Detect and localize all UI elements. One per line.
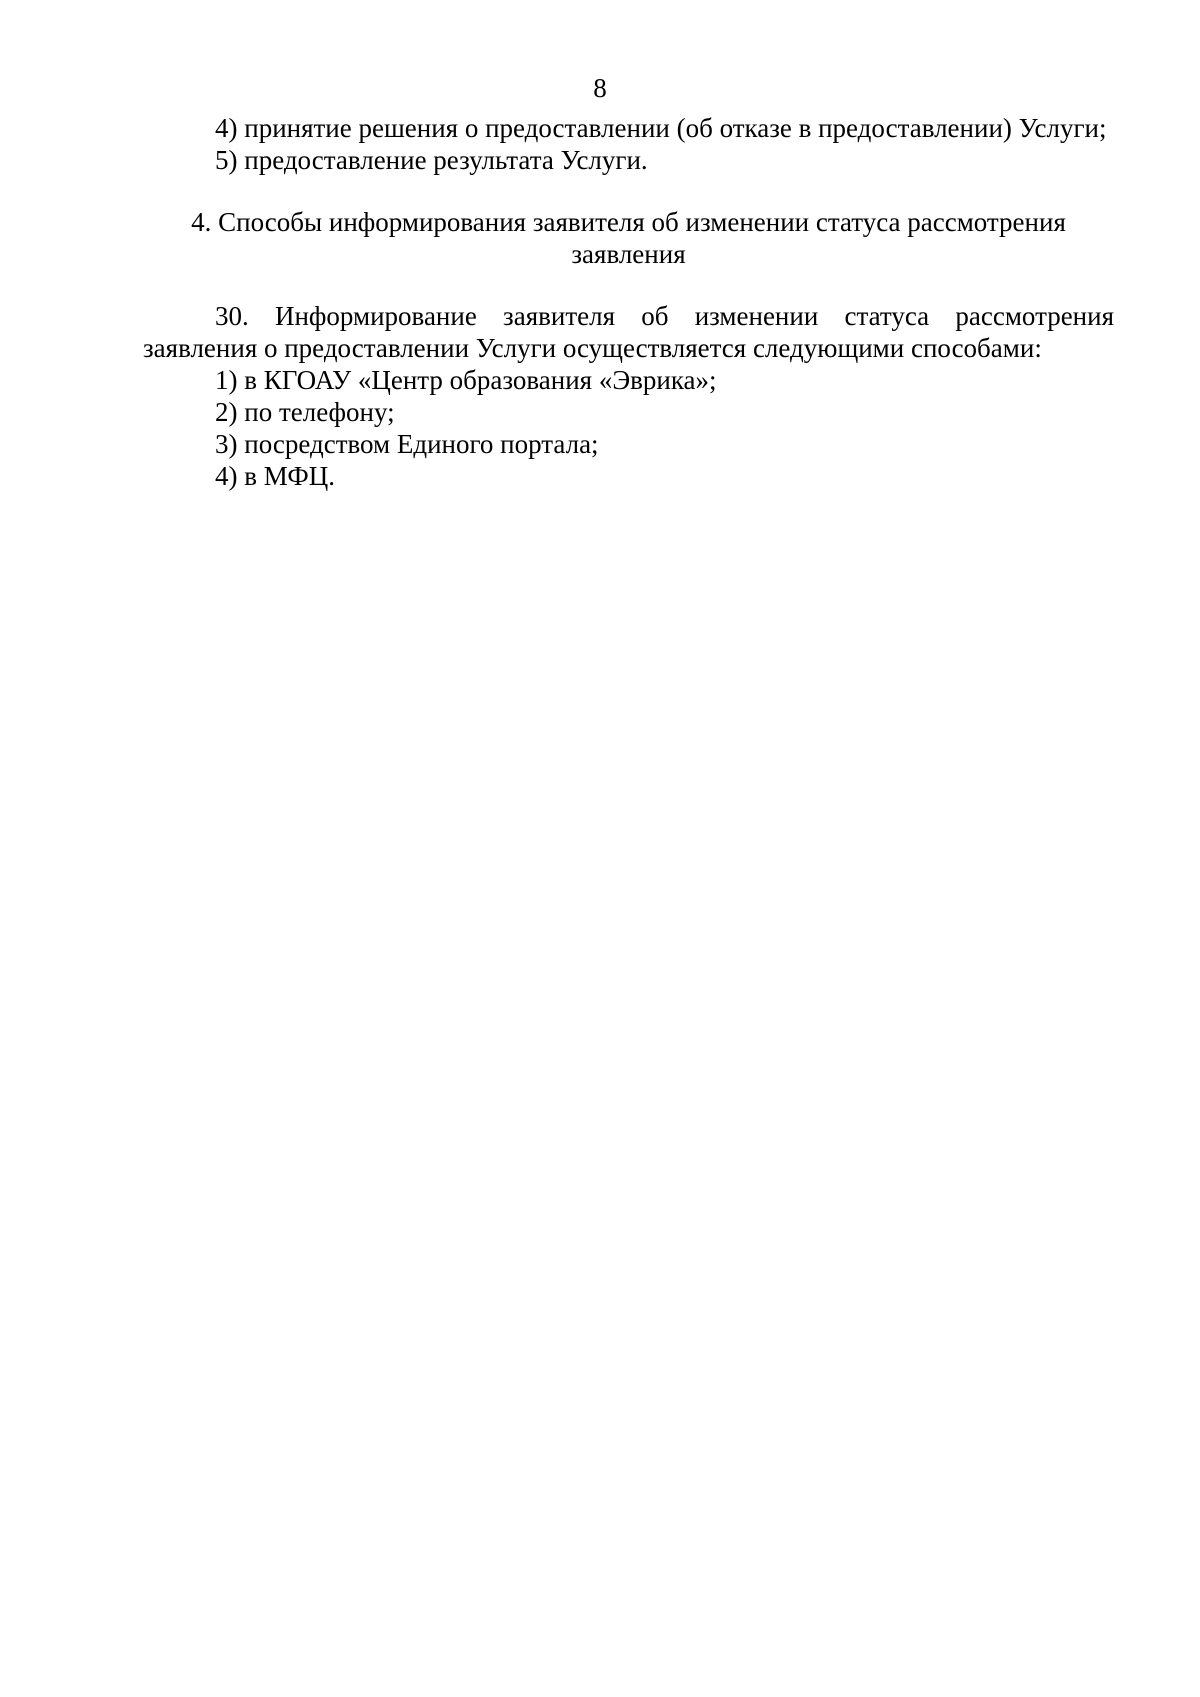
- list-item: 3) посредством Единого портала;: [215, 429, 599, 459]
- list-item: 1) в КГОАУ «Центр образования «Эврика»;: [215, 365, 717, 395]
- list-item: 4) в МФЦ.: [215, 461, 335, 491]
- section-heading: 4. Способы информирования заявителя об изменении статуса рассмотрения заявления: [191, 207, 1066, 269]
- list-item: 2) по телефону;: [215, 397, 395, 427]
- document-body: [143, 112, 1114, 492]
- list-item: 5) предоставление результата Услуги.: [215, 145, 648, 175]
- spacer: [143, 270, 1114, 300]
- spacer: [143, 176, 1114, 206]
- list-item: 4) принятие решения о предоставлении (об отказе в предоставлении) Услуги;: [215, 113, 1107, 143]
- section-paragraph: 30. Информирование заявителя об изменении статуса рассмотрения заявления о предоставлении Услуги осуществляется следующими способами:: [143, 301, 1114, 363]
- page-number: 8: [593, 73, 607, 103]
